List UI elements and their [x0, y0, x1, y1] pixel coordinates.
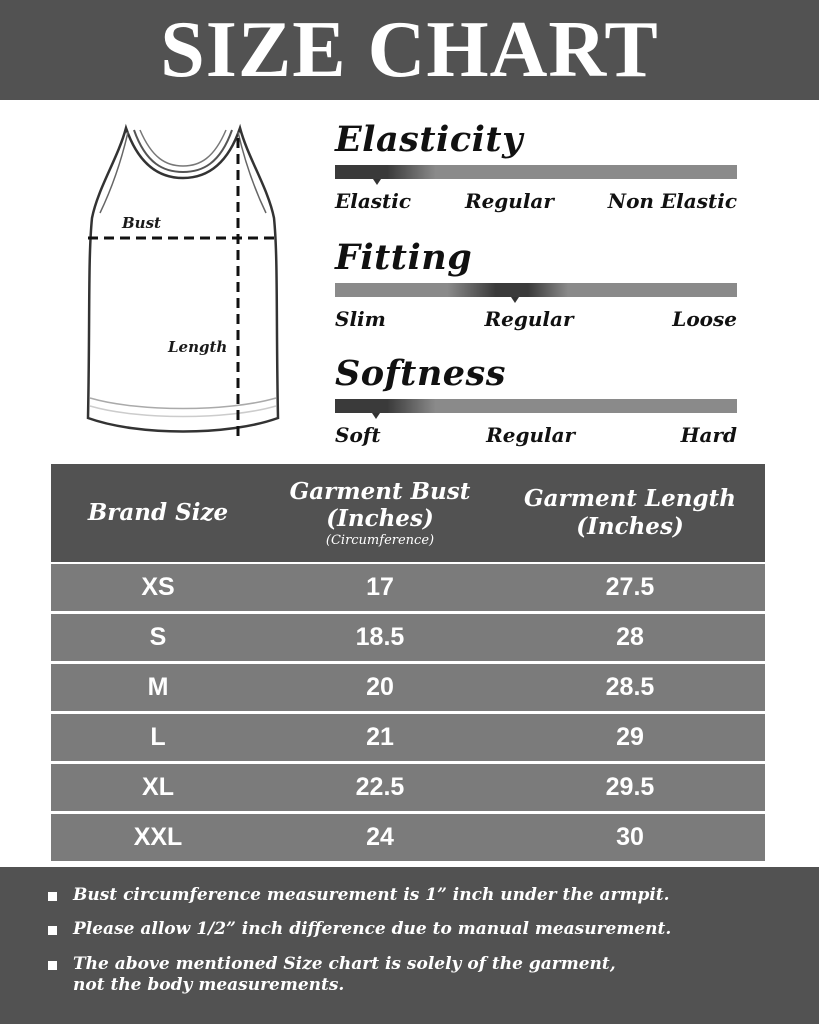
cell-bust: 17 [366, 573, 394, 601]
cell-bust: 21 [366, 723, 394, 751]
softness-label-soft: Soft [335, 423, 381, 447]
header-banner [0, 0, 819, 100]
elasticity-label-non-elastic: Non Elastic [607, 189, 737, 213]
table-row [51, 764, 765, 811]
cell-size: XL [142, 773, 174, 801]
fitting-title: Fitting [335, 237, 473, 278]
size-table-header [51, 464, 765, 562]
cell-bust: 20 [366, 673, 394, 701]
note-text: The above mentioned Size chart is solely of the garment, not the body measurements. [73, 953, 616, 995]
cell-bust: 18.5 [355, 623, 405, 651]
fitting-pointer-icon [511, 297, 519, 303]
header-brand-size: Brand Size [87, 499, 229, 527]
table-row [51, 614, 765, 661]
tank-top-illustration [78, 118, 288, 448]
fitting-bar [335, 283, 737, 297]
size-table [51, 464, 765, 864]
header-circumference: (Circumference) [325, 532, 435, 548]
cell-size: L [150, 723, 166, 751]
cell-size: XXL [133, 823, 183, 851]
elasticity-scale [335, 119, 737, 213]
elasticity-label-elastic: Elastic [335, 189, 412, 213]
cell-length: 28.5 [605, 673, 655, 701]
tank-top-icon [78, 118, 288, 448]
table-row [51, 814, 765, 861]
softness-label-hard: Hard [680, 423, 737, 447]
cell-size: XS [141, 573, 175, 601]
table-row [51, 714, 765, 761]
header-garment-length: Garment Length (Inches) [524, 485, 736, 540]
bust-label: Bust [122, 214, 161, 232]
elasticity-label-regular: Regular [464, 189, 554, 213]
fitting-label-slim: Slim [335, 307, 386, 331]
fitting-label-loose: Loose [672, 307, 737, 331]
square-bullet-icon [48, 892, 57, 901]
elasticity-pointer-icon [373, 179, 381, 185]
square-bullet-icon [48, 961, 57, 970]
elasticity-title: Elasticity [335, 119, 523, 160]
note-item [48, 954, 819, 997]
softness-bar [335, 399, 737, 413]
softness-pointer-icon [372, 413, 380, 419]
note-item [48, 885, 819, 906]
note-item [48, 919, 819, 940]
fitting-scale [335, 237, 737, 331]
table-row [51, 664, 765, 711]
cell-size: S [149, 623, 167, 651]
note-text: Please allow 1/2” inch difference due to manual measurement. [73, 919, 672, 940]
notes-footer [0, 867, 819, 1024]
fitting-label-regular: Regular [484, 307, 574, 331]
cell-length: 30 [616, 823, 644, 851]
cell-length: 29.5 [605, 773, 655, 801]
cell-size: M [147, 673, 169, 701]
elasticity-bar [335, 165, 737, 179]
cell-length: 27.5 [605, 573, 655, 601]
table-row [51, 564, 765, 611]
header-garment-bust [265, 478, 495, 549]
note-text: Bust circumference measurement is 1” inch under the armpit. [73, 885, 670, 905]
page-title: SIZE CHART [160, 6, 659, 94]
softness-label-regular: Regular [486, 423, 576, 447]
softness-labels [335, 423, 737, 447]
fitting-labels [335, 307, 737, 331]
header-garment-bust-text: Garment Bust (Inches) [289, 477, 471, 533]
square-bullet-icon [48, 926, 57, 935]
softness-title: Softness [335, 353, 506, 394]
elasticity-labels [335, 189, 737, 213]
softness-scale [335, 353, 737, 447]
cell-bust: 22.5 [355, 773, 405, 801]
cell-length: 29 [616, 723, 644, 751]
cell-bust: 24 [366, 823, 394, 851]
length-label: Length [168, 338, 228, 356]
cell-length: 28 [616, 623, 644, 651]
